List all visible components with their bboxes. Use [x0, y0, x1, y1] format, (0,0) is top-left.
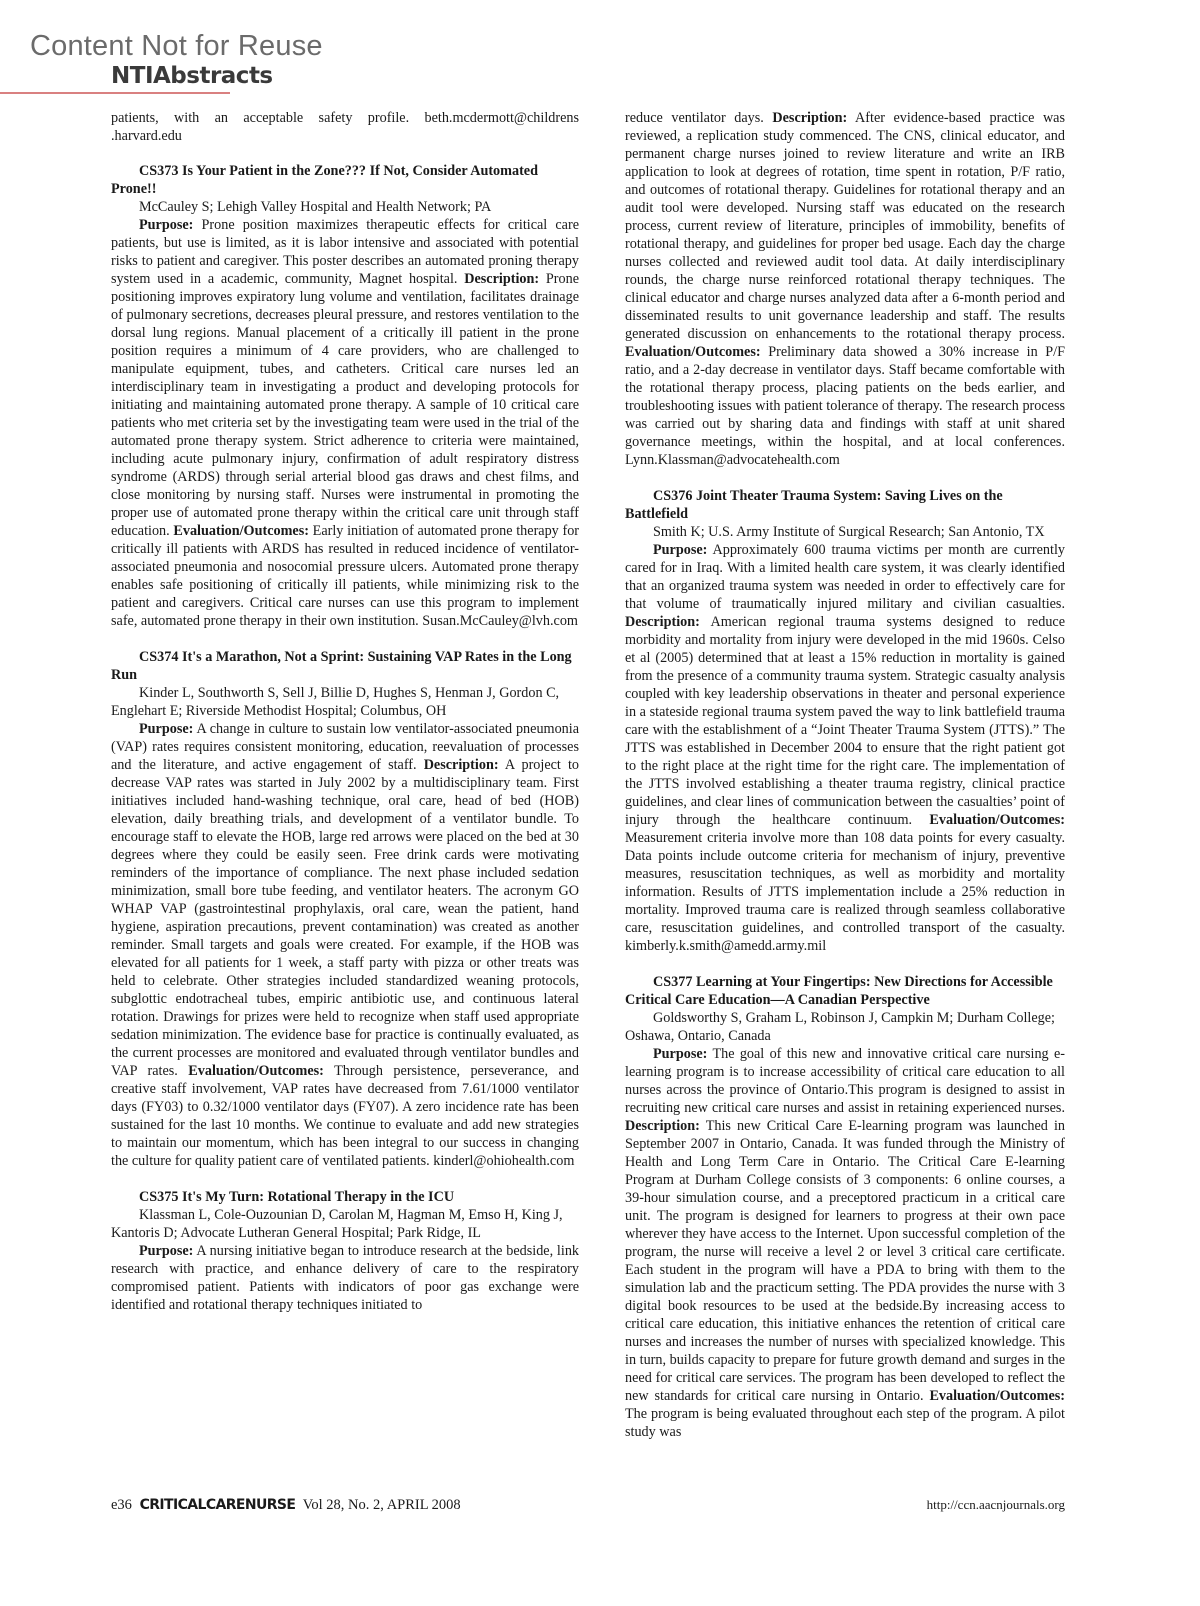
outcomes-label: Evaluation/Outcomes:: [188, 1063, 324, 1079]
purpose-text: Prone position maximizes therapeutic effects for critical care patients, but use is limited, as it is labor intensive and associated with potential risks to patient and caregiver. This poster describes an automated proning therapy system used in a academic, community, Magnet hospital.: [111, 217, 579, 287]
description-text: This new Critical Care E-learning program was launched in September 2007 in Ontario, Canada. It was funded through the Ministry of Health and Long Term Care in Ontario. The Critical Care E-learning Program at Durham College consists of 3 components: 6 online courses, a 39-hour simulation course, and a preceptored practicum in a critical care unit. The program is designed for learners to progress at their own pace wherever they have access to the Internet. Upon successful completion of the program, the nurse will receive a level 2 or level 3 critical care certificate. Each student in the program will have a PDA to bring with them to the simulation lab and the practicum setting. The PDA provides the nurse with 3 digital book resources to be used at the bedside.By increasing access to critical care education, this initiative enhances the retention of critical care nurses and increases the number of nurses with specialized knowledge. This in turn, builds capacity to prepare for future growth demand and surges in the need for critical care services. The program has been developed to reflect the new standards for critical care nursing in Ontario.: [625, 1118, 1065, 1404]
outcomes-text: Preliminary data showed a 30% increase in P/F ratio, and a 2-day decrease in ventilator days. Staff became comfortable with the rotational therapy process, placing patients on the beds earlier, and troubleshooting issues with patient tolerance of therapy. The research process was carried out by sharing data and findings with staff at unit shared governance meetings, within the hospital, and at local conferences. Lynn.Klassman@advocatehealth.com: [625, 344, 1065, 468]
abstract-body: [111, 1242, 579, 1314]
abstract-title: CS374 It's a Marathon, Not a Sprint: Sustaining VAP Rates in the Long Run: [111, 649, 572, 683]
outcomes-text: The program is being evaluated throughout each step of the program. A pilot study was: [625, 1406, 1065, 1440]
continuation-text: [625, 109, 1065, 469]
purpose-label: Purpose:: [139, 1243, 194, 1259]
abstract-cs377: [625, 973, 1065, 1441]
purpose-label: Purpose:: [653, 542, 708, 558]
description-label: Description:: [625, 1118, 700, 1134]
left-column: [111, 109, 579, 1454]
abstract-body: [111, 216, 579, 630]
description-label: Description:: [423, 757, 499, 773]
purpose-text: A nursing initiative began to introduce research at the bedside, link research with practice, and enhance delivery of care to the respiratory compromised patient. Patients with indicators of poor gas exchange were identified and rotational therapy techniques initiated to: [111, 1243, 579, 1313]
abstract-cs376: [625, 487, 1065, 955]
outcomes-label: Evaluation/Outcomes:: [625, 344, 761, 360]
abstract-authors: Goldsworthy S, Graham L, Robinson J, Campkin M; Durham College; Oshawa, Ontario, Canada: [625, 1010, 1055, 1044]
abstract-title: CS373 Is Your Patient in the Zone??? If Not, Consider Automated Prone!!: [111, 163, 538, 197]
issue-info: Vol 28, No. 2, APRIL 2008: [302, 1497, 461, 1513]
journal-name: CRITICALCARENURSE: [139, 1497, 296, 1513]
description-text: After evidence-based practice was reviewed, a replication study commenced. The CNS, clinical educator, and permanent charge nurses joined to review literature and write an IRB application to look at degrees of rotation, time spent in rotation, P/F ratio, and outcomes of rotational therapy. Guidelines for rotational therapy and an audit tool were developed. Nursing staff was educated on the research process, current review of literature, principles of immobility, benefits of rotational therapy, and guidelines for proper bed usage. Each day the charge nurses collected and reviewed audit tool data. At daily interdisciplinary rounds, the charge nurse reinforced rotational therapy techniques. The clinical educator and charge nurses analyzed data after a 6-month period and disseminated results to unit governance leadership and staff. The results generated discussion on enhancements to the rotational therapy process.: [625, 110, 1065, 342]
section-brand: NTIAbstracts: [111, 63, 273, 89]
abstract-body: [625, 541, 1065, 955]
abstract-body: [625, 1045, 1065, 1441]
outcomes-label: Evaluation/Outcomes:: [929, 812, 1065, 828]
brand-divider: [0, 92, 230, 94]
purpose-label: Purpose:: [139, 721, 194, 737]
outcomes-text: Measurement criteria involve more than 108 data points for every casualty. Data points include outcome criteria for mechanism of injury, preventive measures, resuscitation techniques, as well as morbidity and mortality information. Results of JTTS implementation include a 25% reduction in mortality. Improved trauma care is realized through seamless collaborative care, resuscitation guidelines, and controlled transport of the casualty. kimberly.k.smith@amedd.army.mil: [625, 830, 1065, 954]
purpose-label: Purpose:: [139, 217, 194, 233]
abstract-cs375: [111, 1188, 579, 1314]
outcomes-text: Early initiation of automated prone therapy for critically ill patients with ARDS has resulted in reduced incidence of ventilator-associated pneumonia and nosocomial pressure ulcers. Automated prone therapy enables safe positioning of critically ill patients, while minimizing risk to the patient and caregivers. Critical care nurses can use this program to implement safe, automated prone therapy in their own institution. Susan.McCauley@lvh.com: [111, 523, 579, 629]
watermark-text: Content Not for Reuse: [30, 30, 323, 62]
abstract-body: [111, 720, 579, 1170]
page-footer: [111, 1497, 461, 1514]
journal-url: http://ccn.aacnjournals.org: [926, 1497, 1065, 1512]
right-column: [625, 109, 1065, 1454]
abstract-authors: Klassman L, Cole-Ouzounian D, Carolan M, Hagman M, Emso H, King J, Kantoris D; Advocate Lutheran General Hospital; Park Ridge, IL: [111, 1207, 563, 1241]
continuation-lead: reduce ventilator days.: [625, 110, 764, 126]
description-label: Description:: [772, 110, 848, 126]
description-text: Prone positioning improves expiratory lung volume and ventilation, facilitates drainage of pulmonary secretions, decreases pleural pressure, and restores ventilation to the dorsal lung regions. Manual placement of a critically ill patient in the prone position requires a minimum of 4 care providers, who are challenged to manipulate equipment, tubes, and catheters. Critical care nurses led an interdisciplinary team in investigating a product and developing protocols for initiating and maintaining automated prone therapy. A sample of 10 critical care patients who met criteria set by the investigating team were used in the trial of the automated prone therapy system. Strict adherence to criteria were maintained, including acute pulmonary injury, confirmation of adult respiratory distress syndrome (ARDS) through serial arterial blood gas draws and chest films, and close monitoring by nursing staff. Nurses were instrumental in promoting the proper use of automated prone therapy within the critical care unit through staff education.: [111, 271, 579, 539]
abstract-authors: McCauley S; Lehigh Valley Hospital and Health Network; PA: [139, 199, 492, 215]
purpose-text: A change in culture to sustain low ventilator-associated pneumonia (VAP) rates requires consistent monitoring, education, reevaluation of processes and the literature, and active engagement of staff.: [111, 721, 579, 773]
outcomes-text: Through persistence, perseverance, and creative staff involvement, VAP rates have decreased from 7.61/1000 ventilator days (FY03) to 0.32/1000 ventilator days (FY07). A zero incidence rate has been sustained for the last 10 months. We continue to evaluate and add new strategies to maintain our momentum, which has been integral to our success in changing the culture for quality patient care of ventilated patients. kinderl@ohiohealth.com: [111, 1063, 579, 1169]
purpose-text: The goal of this new and innovative critical care nursing e-learning program is to increase accessibility of critical care education to all nurses across the province of Ontario.This program is designed to assist in recruiting new critical care nurses and assist in retaining experienced nurses.: [625, 1046, 1065, 1116]
abstract-title: CS377 Learning at Your Fingertips: New Directions for Accessible Critical Care Education—A Canadian Perspective: [625, 974, 1053, 1008]
description-text: American regional trauma systems designed to reduce morbidity and mortality from injury were developed in the mid 1960s. Celso et al (2005) determined that at least a 15% reduction in mortality is gained from the presence of a community trauma system. Strategic casualty analysis coupled with key leadership observations in theater and personal experience in a stateside regional trauma system paved the way to link battlefield trauma care with the establishment of a “Joint Theater Trauma System (JTTS).” The JTTS was established in December 2004 to ensure that the right patient got to the right place at the right time for the right care. The implementation of the JTTS involved establishing a theater trauma registry, clinical practice guidelines, and clear lines of communication between the casualties’ point of injury through the healthcare continuum.: [625, 614, 1065, 828]
page-number: e36: [111, 1497, 132, 1513]
abstract-title: CS376 Joint Theater Trauma System: Saving Lives on the Battlefield: [625, 488, 1003, 522]
purpose-label: Purpose:: [653, 1046, 708, 1062]
outcomes-label: Evaluation/Outcomes:: [173, 523, 309, 539]
continuation-text: patients, with an acceptable safety profile. beth.mcdermott@childrens .harvard.edu: [111, 110, 579, 144]
outcomes-label: Evaluation/Outcomes:: [929, 1388, 1065, 1404]
abstract-authors: Kinder L, Southworth S, Sell J, Billie D, Hughes S, Henman J, Gordon C, Englehart E; Riverside Methodist Hospital; Columbus, OH: [111, 685, 560, 719]
abstract-authors: Smith K; U.S. Army Institute of Surgical Research; San Antonio, TX: [653, 524, 1045, 540]
purpose-text: Approximately 600 trauma victims per month are currently cared for in Iraq. With a limited health care system, it was clearly identified that an organized trauma system was needed in order to effectively care for that volume of traumatically injured military and civilian casualties.: [625, 542, 1065, 612]
description-text: A project to decrease VAP rates was started in July 2002 by a multidisciplinary team. First initiatives included hand-washing technique, oral care, head of bed (HOB) elevation, daily breathing trials, and development of a ventilator bundle. To encourage staff to elevate the HOB, large red arrows were placed on the bed at 30 degrees where they could be easily seen. Free drink cards were motivating reminders of the importance of compliance. The next phase included sedation minimization, small bore tube feeding, and ventilator heaters. The acronym GO WHAP VAP (gastrointestinal prophylaxis, oral care, wean the patient, hand hygiene, aspiration precautions, prevent contamination) was created as another reminder. Small targets and goals were created. For example, if the HOB was elevated for all patients for 1 week, a staff party with pizza or other treats was held to celebrate. Other strategies included standardized weaning protocols, subglottic endotracheal tubes, empiric antibiotic use, and continuous lateral rotation. Drawings for prizes were held to recognize when staff used appropriate sedation minimization. The evidence base for practice is continually evaluated, as the current processes are monitored and evaluated through ventilator bundles and VAP rates.: [111, 757, 579, 1079]
abstract-title: CS375 It's My Turn: Rotational Therapy in the ICU: [139, 1189, 455, 1205]
description-label: Description:: [625, 614, 700, 630]
abstract-cs374: [111, 648, 579, 1170]
description-label: Description:: [464, 271, 540, 287]
abstract-cs373: [111, 162, 579, 630]
